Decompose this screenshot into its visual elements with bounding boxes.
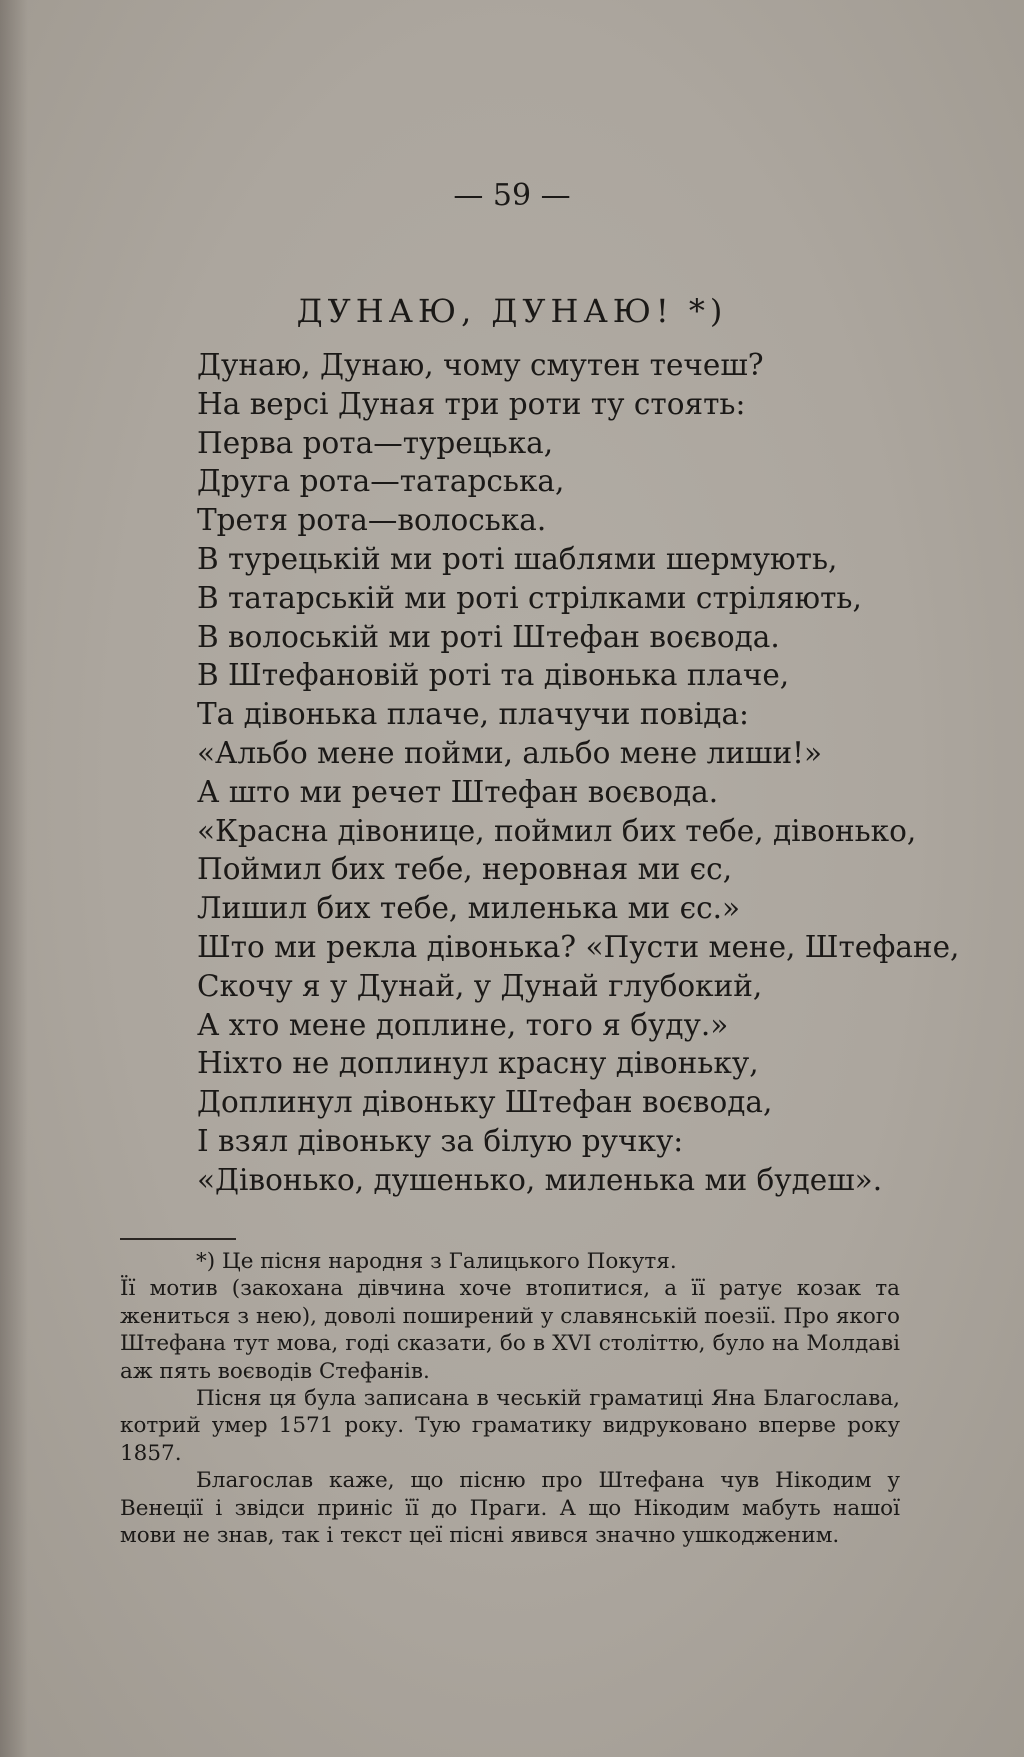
- poem-line: На версі Дуная три роти ту стоять:: [197, 386, 746, 421]
- poem-line: Доплинул дівоньку Штефан воєвода,: [197, 1085, 773, 1120]
- poem-line: І взял дівоньку за білую ручку:: [197, 1123, 684, 1158]
- poem-line: Дунаю, Дунаю, чому смутен течеш?: [197, 348, 764, 382]
- poem-line: «Красна дівонице, поймил бих тебе, дівонько,: [197, 813, 917, 848]
- page-edge-shadow: [0, 0, 28, 1757]
- footnote-paragraph: Благослав каже, що пісню про Штефана чув Нікодим у Венеції і звідси приніс її до Праги. А що Нікодим мабуть нашої мови не знав, так і текст цеї пісні явився значно ушкодженим.: [120, 1468, 900, 1549]
- poem-line: Ніхто не доплинул красну дівоньку,: [197, 1046, 759, 1081]
- poem-line: Перва рота—турецька,: [197, 425, 554, 460]
- page-number: — 59 —: [453, 178, 571, 213]
- poem-line: Лишил бих тебе, миленька ми єс.»: [197, 891, 741, 926]
- poem-line: Скочу я у Дунай, у Дунай глубокий,: [197, 968, 763, 1003]
- poem-line: В татарській ми роті стрілками стріляють,: [197, 580, 862, 615]
- poem-line: В Штефановій роті та дівонька плаче,: [197, 658, 790, 693]
- poem-line: Поймил бих тебе, неровная ми єс,: [197, 852, 733, 887]
- poem-line: А хто мене доплине, того я буду.»: [197, 1007, 729, 1042]
- poem-line: А што ми речет Штефан воєвода.: [197, 774, 719, 809]
- footnote-paragraph: Її мотив (закохана дівчина хоче втопитися, а її ратує козак та жениться з нею), доволі поширений у славянській поезії. Про якого Штефана тут мова, годі сказати, бо в XVI століттю, було на Молдаві аж пять воєводів Стефанів.: [120, 1276, 900, 1384]
- poem-line: Друга рота—татарська,: [197, 464, 565, 499]
- poem-line: Што ми рекла дівонька? «Пусти мене, Штефане,: [197, 929, 960, 964]
- poem-line: «Дівонько, душенько, миленька ми будеш».: [197, 1162, 883, 1197]
- poem-line: Третя рота—волоська.: [197, 503, 547, 538]
- footnotes: [120, 1248, 900, 1549]
- footnote-paragraph: Пісня ця була записана в чеській граматиці Яна Благослава, котрий умер 1571 року. Тую граматику видруковано вперве року 1857.: [120, 1386, 900, 1466]
- poem-line: Та дівонька плаче, плачучи повіда:: [197, 697, 749, 732]
- footnote-title: *) Це пісня народня з Галицького Покутя.: [196, 1249, 677, 1274]
- poem-line: «Альбо мене пойми, альбо мене лиши!»: [197, 735, 823, 770]
- poem-body: [197, 346, 960, 1200]
- footnote-divider: [120, 1238, 236, 1240]
- poem-title: ДУНАЮ, ДУНАЮ! *): [296, 292, 728, 330]
- poem-line: В турецькій ми роті шаблями шермують,: [197, 541, 838, 576]
- poem-line: В волоській ми роті Штефан воєвода.: [197, 619, 780, 654]
